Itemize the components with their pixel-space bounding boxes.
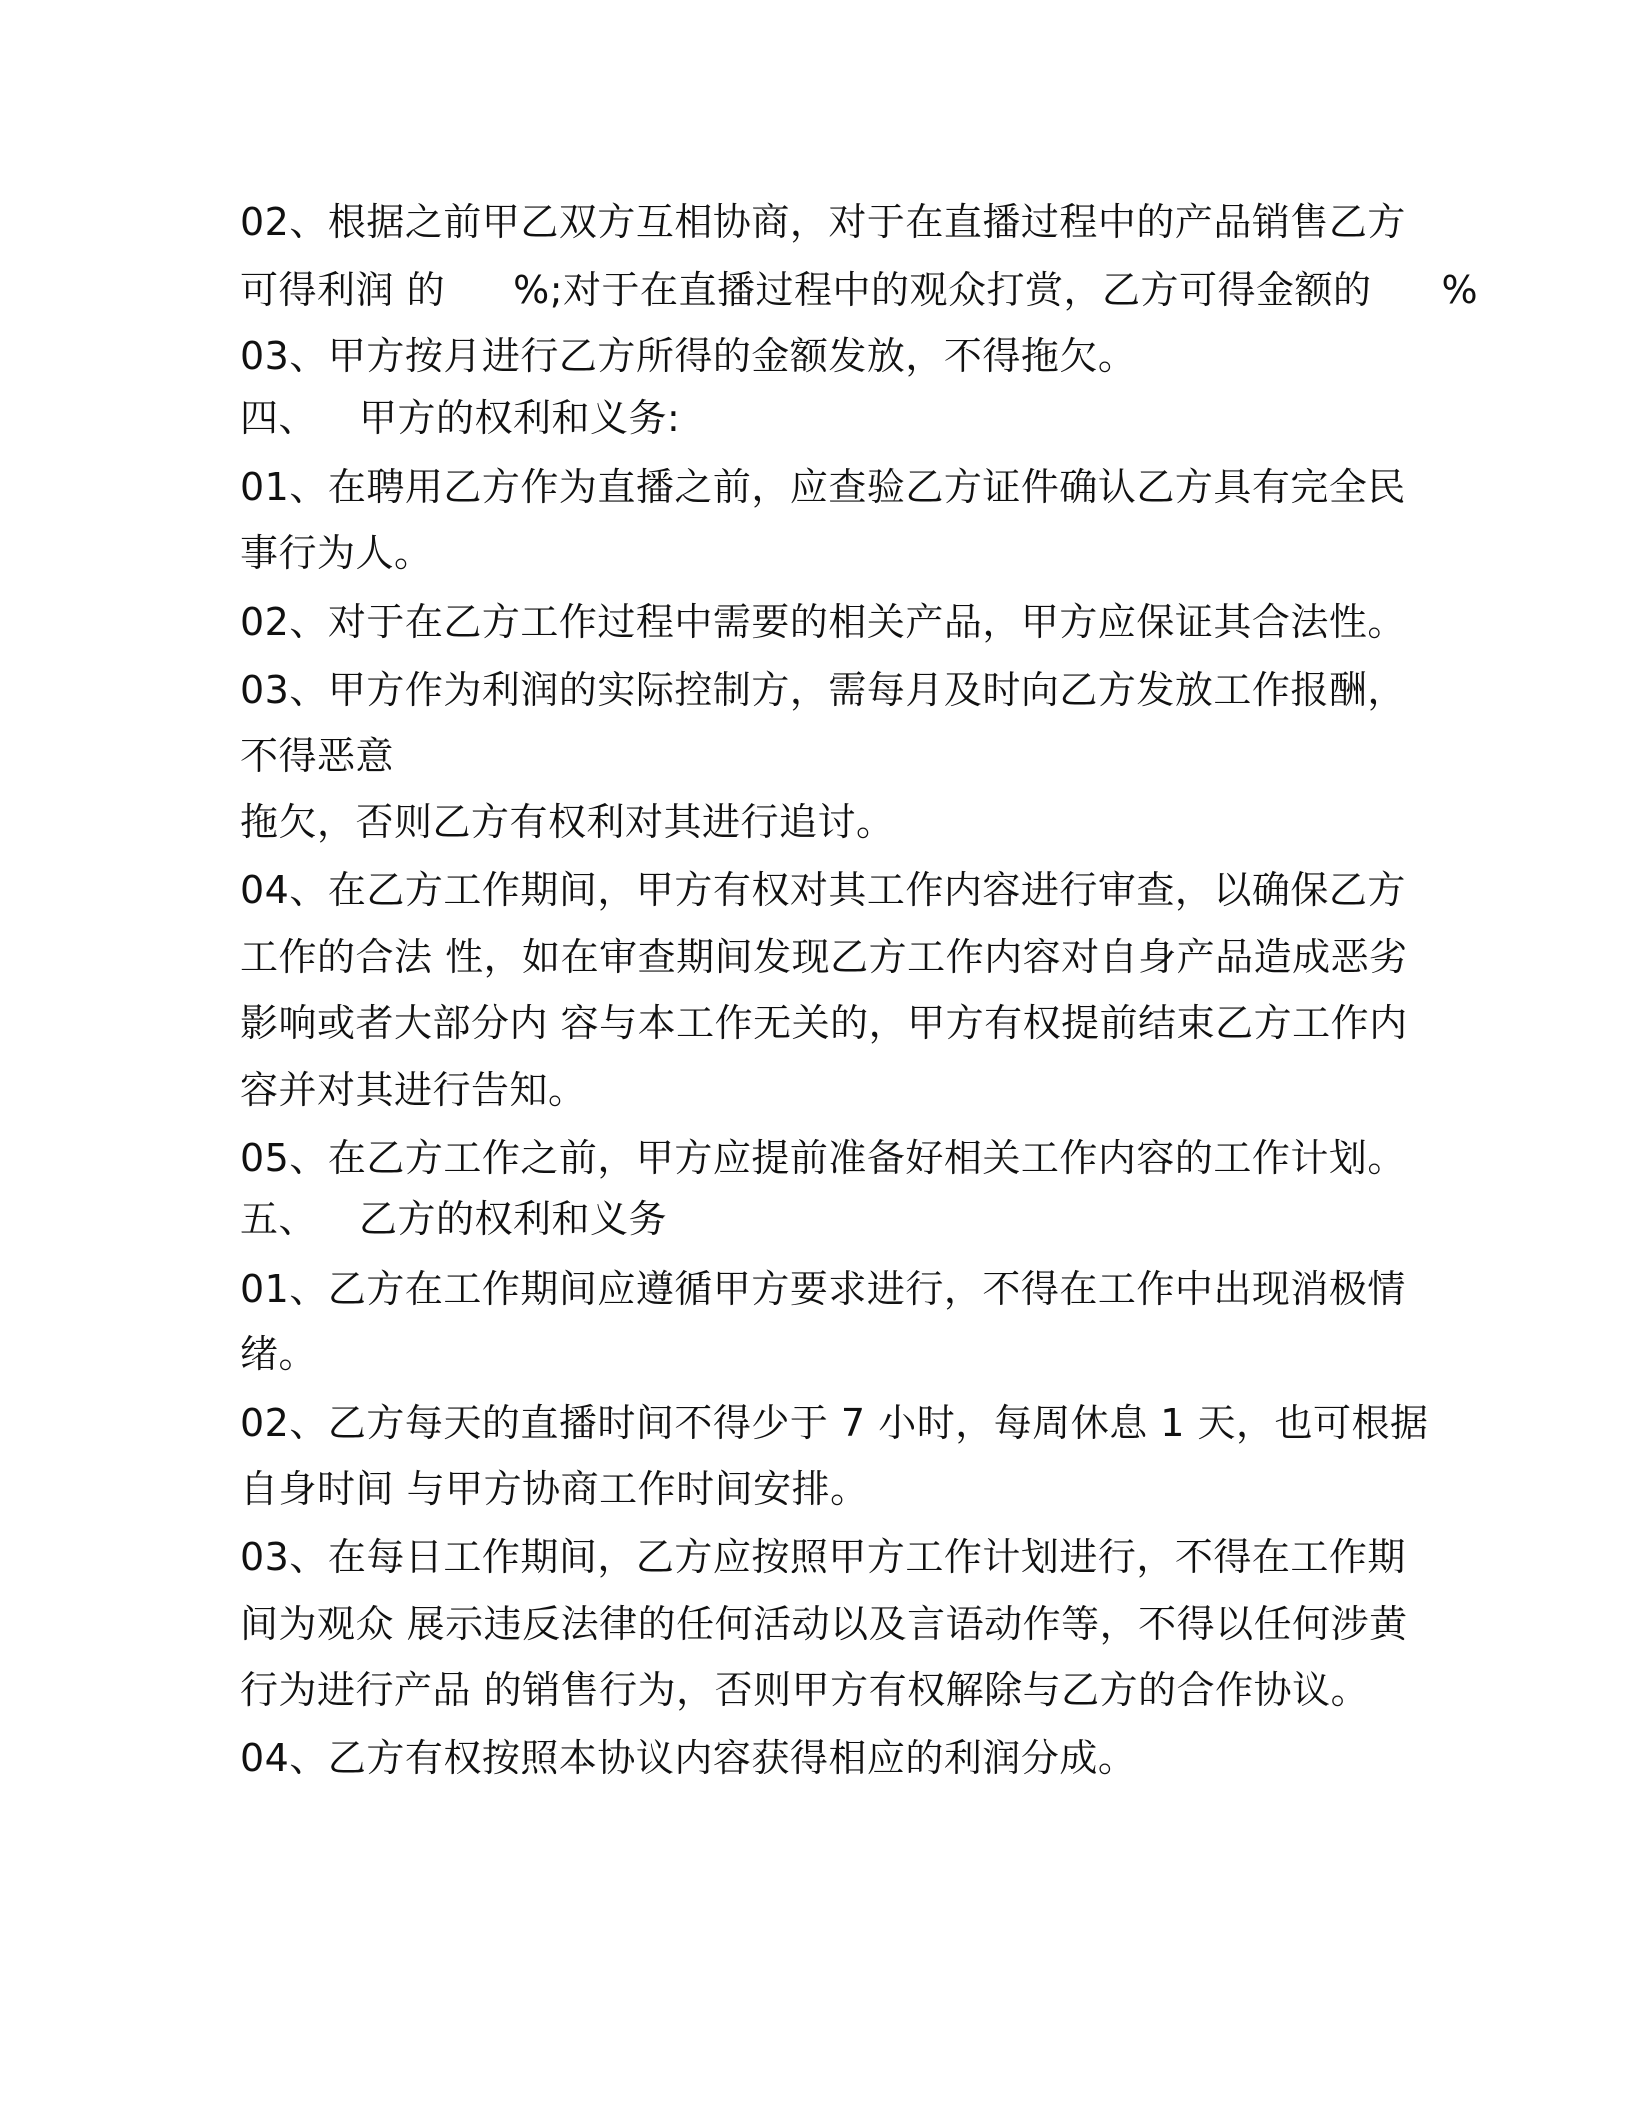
section4-item3-line2: 不得恶意 <box>240 734 395 778</box>
section4-item3-line3: 拖欠，否则乙方有权利对其进行追讨。 <box>240 800 895 844</box>
section5-title: 乙方的权利和义务 <box>359 1197 668 1241</box>
section5-item4: 04、乙方有权按照本协议内容获得相应的利润分成。 <box>240 1736 1137 1780</box>
tip-share-percent: % <box>1441 268 1479 312</box>
section5-heading <box>240 1195 667 1243</box>
section4-number: 四、 <box>240 396 318 440</box>
section4-title: 甲方的权利和义务: <box>359 396 681 440</box>
section5-item1-line2: 绪。 <box>240 1332 318 1376</box>
section3-item2-line1: 02、根据之前甲乙双方互相协商，对于在直播过程中的产品销售乙方 <box>240 200 1406 244</box>
section4-item4-line1: 04、在乙方工作期间，甲方有权对其工作内容进行审查，以确保乙方 <box>240 868 1406 912</box>
section5-number: 五、 <box>240 1197 318 1241</box>
section3-item2-line2 <box>240 266 1478 314</box>
section4-item5: 05、在乙方工作之前，甲方应提前准备好相关工作内容的工作计划。 <box>240 1136 1406 1180</box>
section4-heading <box>240 394 680 442</box>
section5-item3-line1: 03、在每日工作期间，乙方应按照甲方工作计划进行，不得在工作期 <box>240 1535 1406 1579</box>
section4-item1-line1: 01、在聘用乙方作为直播之前，应查验乙方证件确认乙方具有完全民 <box>240 465 1406 509</box>
section4-item2: 02、对于在乙方工作过程中需要的相关产品，甲方应保证其合法性。 <box>240 600 1406 644</box>
tip-share-label: %;对于在直播过程中的观众打赏，乙方可得金额的 <box>513 268 1372 312</box>
section5-item3-line2: 间为观众 展示违反法律的任何活动以及言语动作等，不得以任何涉黄 <box>240 1602 1408 1646</box>
section5-item1-line1: 01、乙方在工作期间应遵循甲方要求进行，不得在工作中出现消极情 <box>240 1267 1406 1311</box>
section3-item3: 03、甲方按月进行乙方所得的金额发放，不得拖欠。 <box>240 334 1137 378</box>
section4-item4-line3: 影响或者大部分内 容与本工作无关的，甲方有权提前结束乙方工作内 <box>240 1001 1408 1045</box>
section5-item3-line3: 行为进行产品 的销售行为，否则甲方有权解除与乙方的合作协议。 <box>240 1668 1370 1712</box>
section4-item4-line4: 容并对其进行告知。 <box>240 1068 587 1112</box>
profit-share-label: 可得利润 的 <box>240 268 446 312</box>
section5-item2-line2: 自身时间 与甲方协商工作时间安排。 <box>240 1467 869 1511</box>
section5-item2-line1: 02、乙方每天的直播时间不得少于 7 小时，每周休息 1 天，也可根据 <box>240 1401 1429 1445</box>
section4-item3-line1: 03、甲方作为利润的实际控制方，需每月及时向乙方发放工作报酬， <box>240 668 1406 712</box>
section4-item4-line2: 工作的合法 性，如在审查期间发现乙方工作内容对自身产品造成恶劣 <box>240 935 1408 979</box>
section4-item1-line2: 事行为人。 <box>240 531 433 575</box>
